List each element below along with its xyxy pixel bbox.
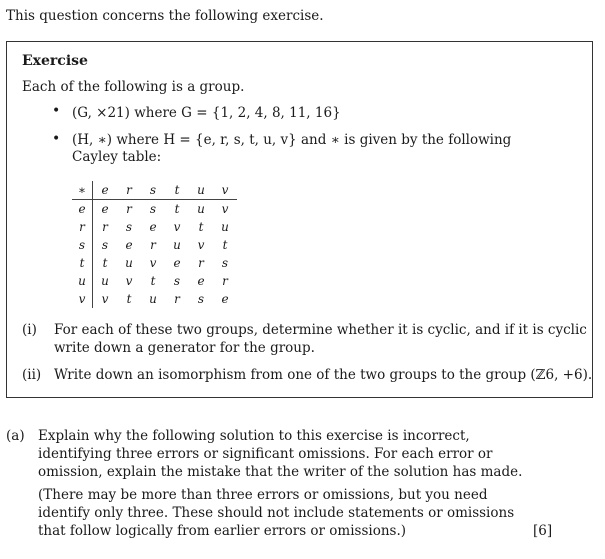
cayley-row (72, 218, 237, 236)
cayley-row (72, 272, 237, 290)
intro-text: This question concerns the following exercise. (6, 8, 324, 24)
cayley-cell: u (221, 220, 229, 234)
cayley-cell: u (173, 238, 181, 252)
cayley-cell: r (174, 292, 180, 306)
cayley-cell: r (126, 202, 132, 216)
marks-badge: [6] (533, 523, 553, 539)
cayley-cell: s (149, 202, 157, 216)
cayley-row-label: v (72, 290, 93, 308)
cayley-cell: t (126, 292, 132, 306)
cayley-cell: u (125, 256, 133, 270)
cayley-cell: u (197, 202, 205, 216)
group-g-definition: (G, ×21) where G = {1, 2, 4, 8, 11, 16} (72, 105, 341, 121)
cayley-cell: u (101, 274, 109, 288)
cayley-row (72, 236, 237, 254)
question-a-note: that follow logically from earlier errors or omissions.) (38, 523, 407, 539)
part-i-text: For each of these two groups, determine whether it is cyclic, and if it is cyclic (54, 322, 587, 338)
cayley-header-cell: v (213, 181, 237, 200)
cayley-cell: r (198, 256, 204, 270)
part-i-label: (i) (22, 322, 37, 338)
cayley-table (72, 181, 237, 308)
cayley-row (72, 254, 237, 272)
exercise-title: Exercise (22, 53, 88, 69)
question-a-note: (There may be more than three errors or omissions, but you need (38, 487, 488, 503)
cayley-cell: t (174, 202, 180, 216)
bullet-2: • (52, 131, 61, 147)
cayley-header-cell: e (93, 181, 118, 200)
cayley-cell: e (149, 220, 157, 234)
cayley-header-cell: s (141, 181, 165, 200)
cayley-cell: e (125, 238, 133, 252)
cayley-header-cell: u (189, 181, 213, 200)
question-a-line: identifying three errors or significant omissions. For each error or (38, 446, 493, 462)
cayley-cell: v (125, 274, 133, 288)
cayley-cell: s (101, 238, 109, 252)
question-a-line: Explain why the following solution to this exercise is incorrect, (38, 428, 470, 444)
cayley-cell: t (102, 256, 108, 270)
cayley-row-label: r (72, 218, 93, 236)
cayley-header-row (72, 181, 237, 200)
cayley-row-label: u (72, 272, 93, 290)
cayley-row-label: s (72, 236, 93, 254)
cayley-cell: t (198, 220, 204, 234)
cayley-header-cell: t (165, 181, 189, 200)
group-h-definition: (H, ∗) where H = {e, r, s, t, u, v} and ∗ is given by the following (72, 132, 512, 148)
cayley-cell: t (150, 274, 156, 288)
cayley-cell: v (173, 220, 181, 234)
cayley-row-label: e (72, 200, 93, 219)
cayley-cell: v (149, 256, 157, 270)
part-ii-text: Write down an isomorphism from one of the two groups to the group (ℤ6, +6). (54, 367, 593, 383)
question-a-line: omission, explain the mistake that the writer of the solution has made. (38, 464, 523, 480)
cayley-cell: u (149, 292, 157, 306)
question-a-label: (a) (6, 428, 25, 444)
cayley-cell: e (101, 202, 109, 216)
part-ii-label: (ii) (22, 367, 42, 383)
cayley-cell: s (221, 256, 229, 270)
question-a-note: identify only three. These should not include statements or omissions (38, 505, 515, 521)
cayley-cell: r (102, 220, 108, 234)
cayley-cell: s (197, 292, 205, 306)
group-h-definition-cont: Cayley table: (72, 149, 162, 165)
cayley-header-cell: r (117, 181, 141, 200)
cayley-cell: s (173, 274, 181, 288)
cayley-row-label: t (72, 254, 93, 272)
cayley-cell: v (221, 202, 229, 216)
cayley-corner: ∗ (72, 181, 93, 200)
cayley-cell: r (222, 274, 228, 288)
cayley-cell: s (125, 220, 133, 234)
cayley-cell: e (173, 256, 181, 270)
bullet-1: • (52, 103, 61, 119)
cayley-cell: v (101, 292, 109, 306)
part-i-text-cont: write down a generator for the group. (54, 340, 315, 356)
cayley-cell: t (222, 238, 228, 252)
cayley-cell: r (150, 238, 156, 252)
cayley-cell: v (197, 238, 205, 252)
cayley-row (72, 200, 237, 219)
cayley-cell: e (197, 274, 205, 288)
exercise-lead: Each of the following is a group. (22, 79, 245, 95)
cayley-cell: e (221, 292, 229, 306)
cayley-row (72, 290, 237, 308)
